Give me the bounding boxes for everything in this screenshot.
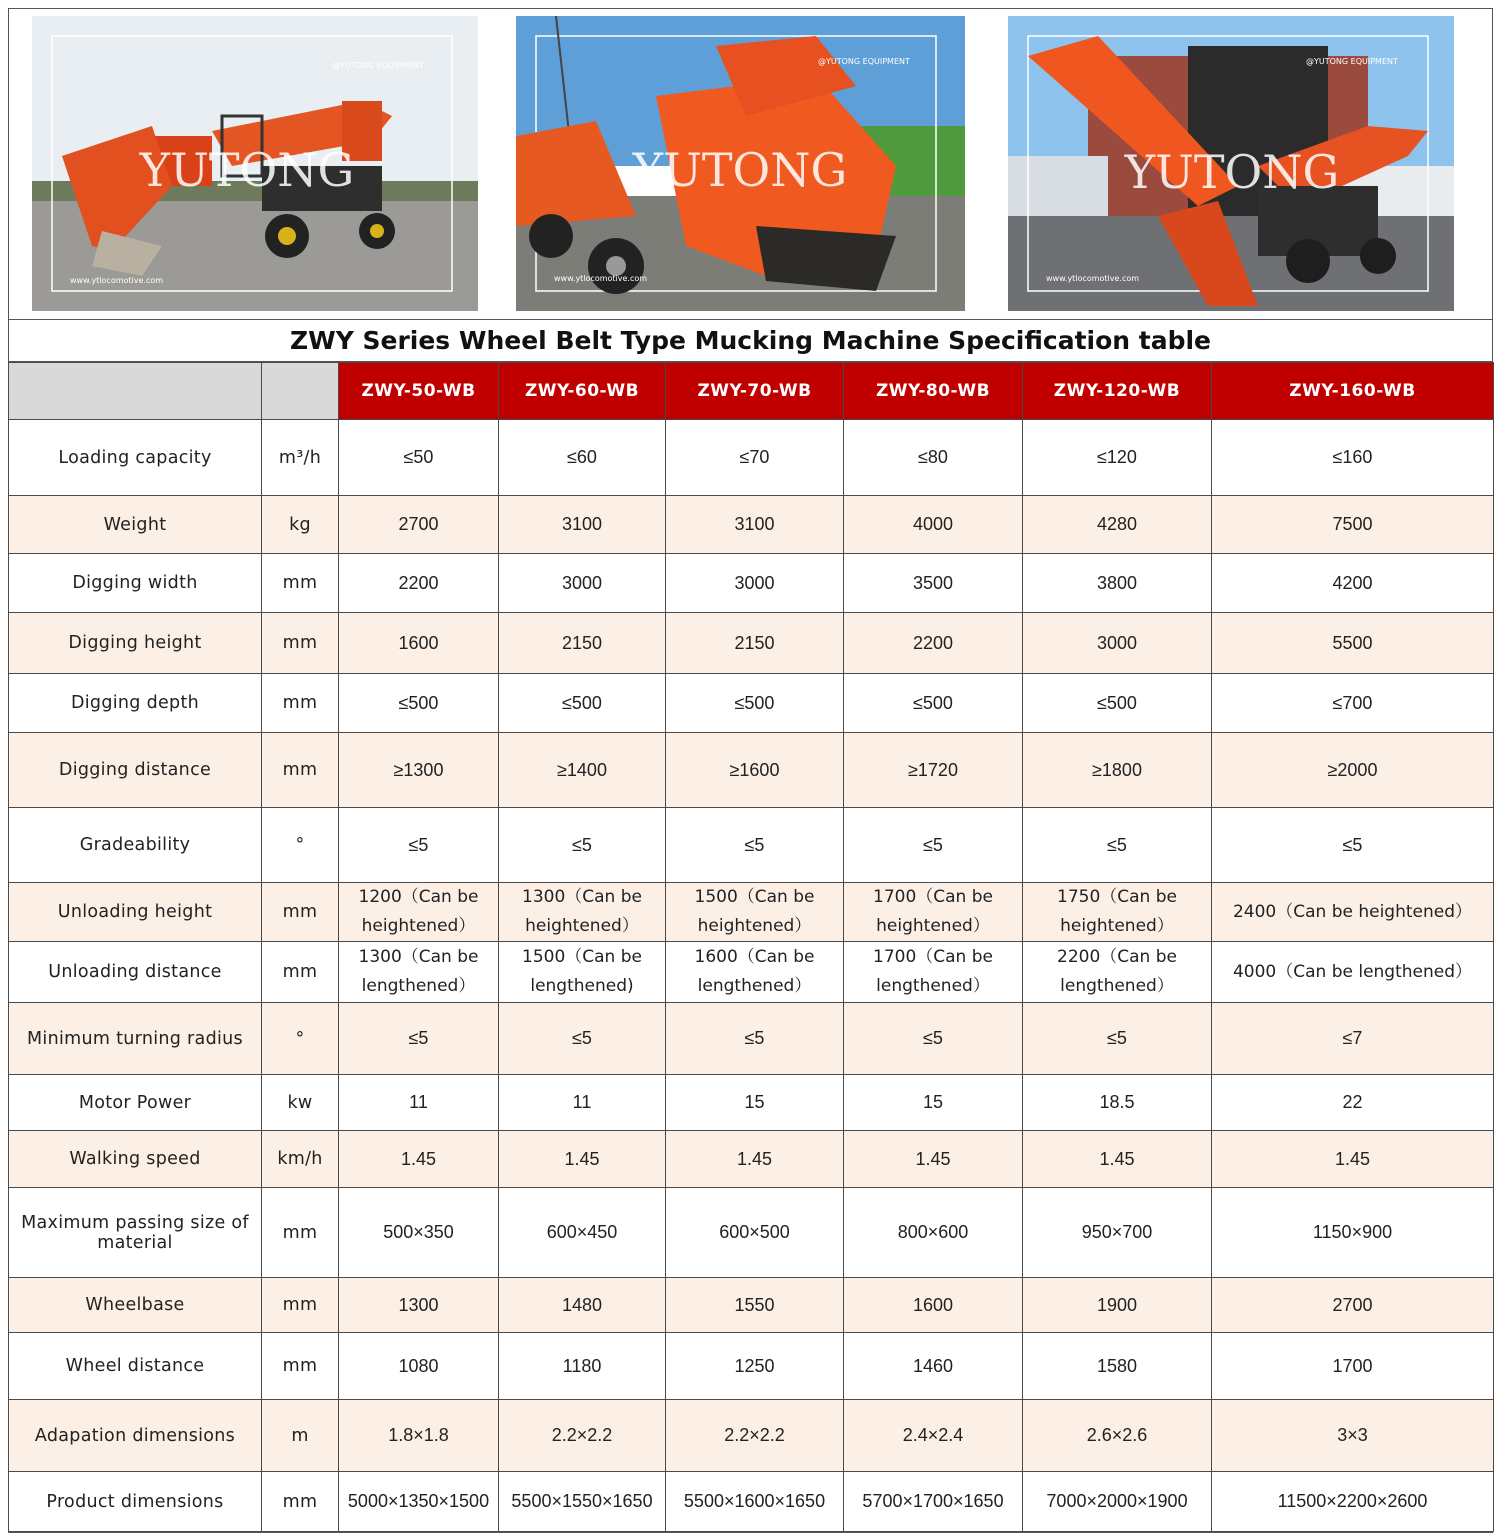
spec-value-cell: ≤5 bbox=[499, 1003, 666, 1075]
spec-value-cell: 1750（Can be heightened） bbox=[1023, 883, 1212, 942]
spec-unit-cell: mm bbox=[262, 674, 339, 733]
table-row bbox=[9, 1333, 1494, 1400]
machine-photo-2 bbox=[516, 16, 965, 311]
spec-value-cell: ≥1720 bbox=[844, 733, 1023, 808]
spec-unit-cell: mm bbox=[262, 1278, 339, 1333]
spec-unit-cell: mm bbox=[262, 1472, 339, 1532]
spec-value-cell: 1250 bbox=[666, 1333, 844, 1400]
table-row bbox=[9, 1472, 1494, 1532]
model-header: ZWY-50-WB bbox=[339, 363, 499, 420]
spec-name-cell: Weight bbox=[9, 496, 262, 554]
spec-value-cell: 4280 bbox=[1023, 496, 1212, 554]
table-row bbox=[9, 1400, 1494, 1472]
spec-name-cell: Motor Power bbox=[9, 1075, 262, 1131]
table-row bbox=[9, 496, 1494, 554]
spec-value-cell: 2400（Can be heightened） bbox=[1212, 883, 1494, 942]
spec-name-cell: Digging depth bbox=[9, 674, 262, 733]
photo-2-tag: @YUTONG EQUIPMENT bbox=[818, 57, 910, 66]
spec-value-cell: 950×700 bbox=[1023, 1188, 1212, 1278]
spec-value-cell: 3100 bbox=[666, 496, 844, 554]
photo-strip bbox=[8, 8, 1493, 320]
spec-value-cell: 2200 bbox=[339, 554, 499, 613]
table-row bbox=[9, 1075, 1494, 1131]
spec-value-cell: 1300（Can be lengthened） bbox=[339, 942, 499, 1003]
spec-value-cell: ≤5 bbox=[844, 1003, 1023, 1075]
spec-value-cell: 1900 bbox=[1023, 1278, 1212, 1333]
table-row bbox=[9, 942, 1494, 1003]
photo-2-watermark: YUTONG bbox=[632, 143, 848, 197]
header-blank-name bbox=[9, 363, 262, 420]
table-row bbox=[9, 554, 1494, 613]
spec-name-cell: Digging distance bbox=[9, 733, 262, 808]
spec-value-cell: 5500 bbox=[1212, 613, 1494, 674]
photo-2-site: www.ytlocomotive.com bbox=[554, 274, 648, 283]
spec-value-cell: ≤500 bbox=[499, 674, 666, 733]
spec-value-cell: 1.45 bbox=[1212, 1131, 1494, 1188]
photo-3-tag: @YUTONG EQUIPMENT bbox=[1306, 57, 1398, 66]
spec-value-cell: 1180 bbox=[499, 1333, 666, 1400]
machine-photo-1 bbox=[32, 16, 478, 311]
spec-name-cell: Product dimensions bbox=[9, 1472, 262, 1532]
spec-value-cell: ≥2000 bbox=[1212, 733, 1494, 808]
spec-value-cell: 3000 bbox=[499, 554, 666, 613]
spec-unit-cell: kw bbox=[262, 1075, 339, 1131]
specification-table bbox=[8, 362, 1494, 1532]
table-body bbox=[9, 420, 1494, 1532]
spec-name-cell: Maximum passing size of material bbox=[9, 1188, 262, 1278]
table-row bbox=[9, 808, 1494, 883]
spec-value-cell: 2.2×2.2 bbox=[499, 1400, 666, 1472]
spec-value-cell: 11500×2200×2600 bbox=[1212, 1472, 1494, 1532]
spec-value-cell: ≥1600 bbox=[666, 733, 844, 808]
spec-value-cell: 2150 bbox=[666, 613, 844, 674]
spec-value-cell: 18.5 bbox=[1023, 1075, 1212, 1131]
photo-3-site: www.ytlocomotive.com bbox=[1046, 274, 1140, 283]
spec-value-cell: 3000 bbox=[666, 554, 844, 613]
spec-unit-cell: kg bbox=[262, 496, 339, 554]
spec-value-cell: 7000×2000×1900 bbox=[1023, 1472, 1212, 1532]
spec-value-cell: 1600 bbox=[339, 613, 499, 674]
spec-value-cell: ≤700 bbox=[1212, 674, 1494, 733]
spec-unit-cell: mm bbox=[262, 1333, 339, 1400]
spec-value-cell: ≤500 bbox=[1023, 674, 1212, 733]
spec-value-cell: 3800 bbox=[1023, 554, 1212, 613]
spec-name-cell: Gradeability bbox=[9, 808, 262, 883]
spec-value-cell: 600×500 bbox=[666, 1188, 844, 1278]
spec-unit-cell: ° bbox=[262, 808, 339, 883]
spec-value-cell: 1500（Can be lengthened) bbox=[499, 942, 666, 1003]
spec-name-cell: Minimum turning radius bbox=[9, 1003, 262, 1075]
spec-value-cell: 2700 bbox=[339, 496, 499, 554]
spec-unit-cell: ° bbox=[262, 1003, 339, 1075]
spec-value-cell: 1.8×1.8 bbox=[339, 1400, 499, 1472]
spec-value-cell: 600×450 bbox=[499, 1188, 666, 1278]
spec-value-cell: ≤80 bbox=[844, 420, 1023, 496]
spec-value-cell: ≤70 bbox=[666, 420, 844, 496]
spec-unit-cell: mm bbox=[262, 613, 339, 674]
spec-value-cell: 2200 bbox=[844, 613, 1023, 674]
spec-value-cell: ≤500 bbox=[666, 674, 844, 733]
spec-value-cell: 2150 bbox=[499, 613, 666, 674]
spec-value-cell: 1200（Can be heightened） bbox=[339, 883, 499, 942]
machine-photo-3-image bbox=[1008, 16, 1454, 311]
spec-value-cell: 1300（Can be heightened） bbox=[499, 883, 666, 942]
spec-value-cell: 1.45 bbox=[1023, 1131, 1212, 1188]
spec-value-cell: 3500 bbox=[844, 554, 1023, 613]
table-row bbox=[9, 1003, 1494, 1075]
header-row bbox=[9, 363, 1494, 420]
spec-value-cell: 11 bbox=[499, 1075, 666, 1131]
spec-value-cell: 1700（Can be lengthened） bbox=[844, 942, 1023, 1003]
spec-value-cell: ≤5 bbox=[1023, 808, 1212, 883]
spec-value-cell: 1500（Can be heightened） bbox=[666, 883, 844, 942]
spec-value-cell: ≤5 bbox=[499, 808, 666, 883]
table-row bbox=[9, 613, 1494, 674]
spec-value-cell: 1700 bbox=[1212, 1333, 1494, 1400]
table-row bbox=[9, 1188, 1494, 1278]
spec-value-cell: 11 bbox=[339, 1075, 499, 1131]
spec-name-cell: Adapation dimensions bbox=[9, 1400, 262, 1472]
spec-value-cell: 500×350 bbox=[339, 1188, 499, 1278]
spec-value-cell: 1460 bbox=[844, 1333, 1023, 1400]
spec-value-cell: 7500 bbox=[1212, 496, 1494, 554]
spec-value-cell: ≤5 bbox=[1023, 1003, 1212, 1075]
spec-name-cell: Wheelbase bbox=[9, 1278, 262, 1333]
table-title: ZWY Series Wheel Belt Type Mucking Machine Specification table bbox=[8, 320, 1493, 362]
spec-value-cell: 5700×1700×1650 bbox=[844, 1472, 1023, 1532]
spec-value-cell: 3100 bbox=[499, 496, 666, 554]
spec-value-cell: 2200（Can be lengthened） bbox=[1023, 942, 1212, 1003]
model-header: ZWY-80-WB bbox=[844, 363, 1023, 420]
spec-value-cell: 1700（Can be heightened） bbox=[844, 883, 1023, 942]
spec-value-cell: 1.45 bbox=[339, 1131, 499, 1188]
spec-value-cell: 1150×900 bbox=[1212, 1188, 1494, 1278]
spec-value-cell: 2.6×2.6 bbox=[1023, 1400, 1212, 1472]
spec-name-cell: Digging height bbox=[9, 613, 262, 674]
spec-value-cell: ≥1300 bbox=[339, 733, 499, 808]
spec-unit-cell: mm bbox=[262, 733, 339, 808]
model-header: ZWY-160-WB bbox=[1212, 363, 1494, 420]
photo-1-tag: @YUTONG EQUIPMENT bbox=[332, 61, 424, 70]
spec-unit-cell: mm bbox=[262, 554, 339, 613]
spec-value-cell: 22 bbox=[1212, 1075, 1494, 1131]
spec-value-cell: 5000×1350×1500 bbox=[339, 1472, 499, 1532]
spec-value-cell: ≤5 bbox=[339, 808, 499, 883]
spec-value-cell: ≤5 bbox=[1212, 808, 1494, 883]
table-row bbox=[9, 1278, 1494, 1333]
spec-value-cell: ≤120 bbox=[1023, 420, 1212, 496]
spec-name-cell: Unloading height bbox=[9, 883, 262, 942]
spec-name-cell: Wheel distance bbox=[9, 1333, 262, 1400]
photo-1-watermark: YUTONG bbox=[139, 143, 355, 197]
spec-value-cell: 15 bbox=[666, 1075, 844, 1131]
spec-value-cell: ≤5 bbox=[666, 1003, 844, 1075]
machine-photo-1-image bbox=[32, 16, 478, 311]
spec-value-cell: 1080 bbox=[339, 1333, 499, 1400]
machine-photo-2-image bbox=[516, 16, 965, 311]
table-row bbox=[9, 883, 1494, 942]
model-header: ZWY-70-WB bbox=[666, 363, 844, 420]
model-header: ZWY-120-WB bbox=[1023, 363, 1212, 420]
spec-value-cell: 2.4×2.4 bbox=[844, 1400, 1023, 1472]
spec-value-cell: ≤7 bbox=[1212, 1003, 1494, 1075]
spec-value-cell: 5500×1600×1650 bbox=[666, 1472, 844, 1532]
spec-unit-cell: mm bbox=[262, 1188, 339, 1278]
spec-value-cell: 1580 bbox=[1023, 1333, 1212, 1400]
spec-value-cell: 2.2×2.2 bbox=[666, 1400, 844, 1472]
table-row bbox=[9, 1131, 1494, 1188]
spec-value-cell: 1480 bbox=[499, 1278, 666, 1333]
machine-photo-3 bbox=[1008, 16, 1454, 311]
spec-value-cell: ≤50 bbox=[339, 420, 499, 496]
spec-value-cell: ≤500 bbox=[339, 674, 499, 733]
spec-unit-cell: m³/h bbox=[262, 420, 339, 496]
spec-value-cell: 4000 bbox=[844, 496, 1023, 554]
spec-value-cell: 1300 bbox=[339, 1278, 499, 1333]
spec-value-cell: 800×600 bbox=[844, 1188, 1023, 1278]
spec-value-cell: 4200 bbox=[1212, 554, 1494, 613]
spec-value-cell: 4000（Can be lengthened） bbox=[1212, 942, 1494, 1003]
spec-name-cell: Walking speed bbox=[9, 1131, 262, 1188]
spec-value-cell: ≤500 bbox=[844, 674, 1023, 733]
table-row bbox=[9, 420, 1494, 496]
header-blank-unit bbox=[262, 363, 339, 420]
spec-value-cell: 1600（Can be lengthened） bbox=[666, 942, 844, 1003]
spec-value-cell: 2700 bbox=[1212, 1278, 1494, 1333]
spec-value-cell: 15 bbox=[844, 1075, 1023, 1131]
photo-1-site: www.ytlocomotive.com bbox=[70, 276, 164, 285]
spec-value-cell: 1.45 bbox=[666, 1131, 844, 1188]
spec-unit-cell: mm bbox=[262, 883, 339, 942]
spec-value-cell: ≤5 bbox=[844, 808, 1023, 883]
spec-value-cell: 1550 bbox=[666, 1278, 844, 1333]
spec-unit-cell: m bbox=[262, 1400, 339, 1472]
table-row bbox=[9, 674, 1494, 733]
spec-value-cell: ≤5 bbox=[339, 1003, 499, 1075]
spec-value-cell: ≤5 bbox=[666, 808, 844, 883]
spec-value-cell: ≤60 bbox=[499, 420, 666, 496]
spec-value-cell: 1.45 bbox=[844, 1131, 1023, 1188]
spec-value-cell: ≥1400 bbox=[499, 733, 666, 808]
spec-value-cell: 3000 bbox=[1023, 613, 1212, 674]
spec-value-cell: 5500×1550×1650 bbox=[499, 1472, 666, 1532]
spec-unit-cell: mm bbox=[262, 942, 339, 1003]
spec-name-cell: Digging width bbox=[9, 554, 262, 613]
spec-value-cell: 1600 bbox=[844, 1278, 1023, 1333]
spec-value-cell: 1.45 bbox=[499, 1131, 666, 1188]
spec-value-cell: ≤160 bbox=[1212, 420, 1494, 496]
spec-name-cell: Loading capacity bbox=[9, 420, 262, 496]
table-row bbox=[9, 733, 1494, 808]
spec-name-cell: Unloading distance bbox=[9, 942, 262, 1003]
spec-unit-cell: km/h bbox=[262, 1131, 339, 1188]
spec-value-cell: 3×3 bbox=[1212, 1400, 1494, 1472]
photo-3-watermark: YUTONG bbox=[1124, 145, 1340, 199]
spec-value-cell: ≥1800 bbox=[1023, 733, 1212, 808]
model-header: ZWY-60-WB bbox=[499, 363, 666, 420]
